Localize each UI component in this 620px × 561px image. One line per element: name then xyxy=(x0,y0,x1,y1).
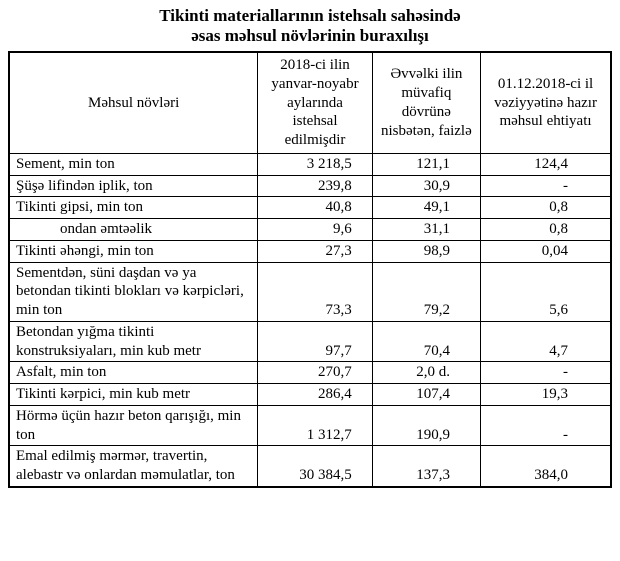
percent-cell: 137,3 xyxy=(372,446,480,487)
percent-cell: 30,9 xyxy=(372,175,480,197)
produced-cell: 97,7 xyxy=(258,321,372,362)
table-body xyxy=(9,153,611,487)
table-row xyxy=(9,362,611,384)
stock-cell: 5,6 xyxy=(481,262,611,321)
product-name-cell: Tikinti gipsi, min ton xyxy=(9,197,258,219)
percent-cell: 107,4 xyxy=(372,384,480,406)
produced-cell: 9,6 xyxy=(258,219,372,241)
col-header-produced: 2018-ci ilin yanvar-noyabr aylarında istehsal edilmişdir xyxy=(258,52,372,153)
stock-cell: - xyxy=(481,175,611,197)
percent-cell: 49,1 xyxy=(372,197,480,219)
stock-cell: - xyxy=(481,405,611,446)
col-header-stock: 01.12.2018-ci il vəziyyətinə hazır məhsul ehtiyatı xyxy=(481,52,611,153)
col-header-percent: Əvvəlki ilin müvafiq dövrünə nisbətən, faizlə xyxy=(372,52,480,153)
stock-cell: 0,8 xyxy=(481,219,611,241)
product-name-cell: ondan əmtəəlik xyxy=(9,219,258,241)
col-header-product: Məhsul növləri xyxy=(9,52,258,153)
stock-cell: 0,04 xyxy=(481,240,611,262)
percent-cell: 190,9 xyxy=(372,405,480,446)
page-title-line1: Tikinti materiallarının istehsalı sahəsində xyxy=(159,6,461,25)
product-name-cell: Betondan yığma tikinti konstruksiyaları, min kub metr xyxy=(9,321,258,362)
percent-cell: 121,1 xyxy=(372,153,480,175)
produced-cell: 27,3 xyxy=(258,240,372,262)
product-name-cell: Tikinti kərpici, min kub metr xyxy=(9,384,258,406)
product-name-cell: Sementdən, süni daşdan və ya betondan tikinti blokları və kərpicləri, min ton xyxy=(9,262,258,321)
produced-cell: 3 218,5 xyxy=(258,153,372,175)
table-row xyxy=(9,446,611,487)
table-row xyxy=(9,219,611,241)
percent-cell: 98,9 xyxy=(372,240,480,262)
stock-cell: 0,8 xyxy=(481,197,611,219)
product-name-cell: Tikinti əhəngi, min ton xyxy=(9,240,258,262)
produced-cell: 30 384,5 xyxy=(258,446,372,487)
produced-cell: 270,7 xyxy=(258,362,372,384)
stock-cell: 4,7 xyxy=(481,321,611,362)
table-row xyxy=(9,240,611,262)
produced-cell: 73,3 xyxy=(258,262,372,321)
table-row xyxy=(9,153,611,175)
product-name-cell: Emal edilmiş mərmər, travertin, alebastr və onlardan məmulatlar, ton xyxy=(9,446,258,487)
stock-cell: - xyxy=(481,362,611,384)
percent-cell: 70,4 xyxy=(372,321,480,362)
produced-cell: 286,4 xyxy=(258,384,372,406)
stock-cell: 384,0 xyxy=(481,446,611,487)
percent-cell: 79,2 xyxy=(372,262,480,321)
product-name-cell: Hörmə üçün hazır beton qarışığı, min ton xyxy=(9,405,258,446)
stock-cell: 19,3 xyxy=(481,384,611,406)
stock-cell: 124,4 xyxy=(481,153,611,175)
product-name-cell: Şüşə lifindən iplik, ton xyxy=(9,175,258,197)
table-row xyxy=(9,405,611,446)
table-row xyxy=(9,384,611,406)
produced-cell: 1 312,7 xyxy=(258,405,372,446)
percent-cell: 31,1 xyxy=(372,219,480,241)
page-title-line2: əsas məhsul növlərinin buraxılışı xyxy=(191,26,429,46)
produced-cell: 239,8 xyxy=(258,175,372,197)
table-row xyxy=(9,321,611,362)
table-row xyxy=(9,175,611,197)
product-name-cell: Sement, min ton xyxy=(9,153,258,175)
product-name-cell: Asfalt, min ton xyxy=(9,362,258,384)
table-row xyxy=(9,197,611,219)
page-title xyxy=(8,6,612,46)
header-row xyxy=(9,52,611,153)
table-row xyxy=(9,262,611,321)
production-table xyxy=(8,51,612,488)
produced-cell: 40,8 xyxy=(258,197,372,219)
percent-cell: 2,0 d. xyxy=(372,362,480,384)
